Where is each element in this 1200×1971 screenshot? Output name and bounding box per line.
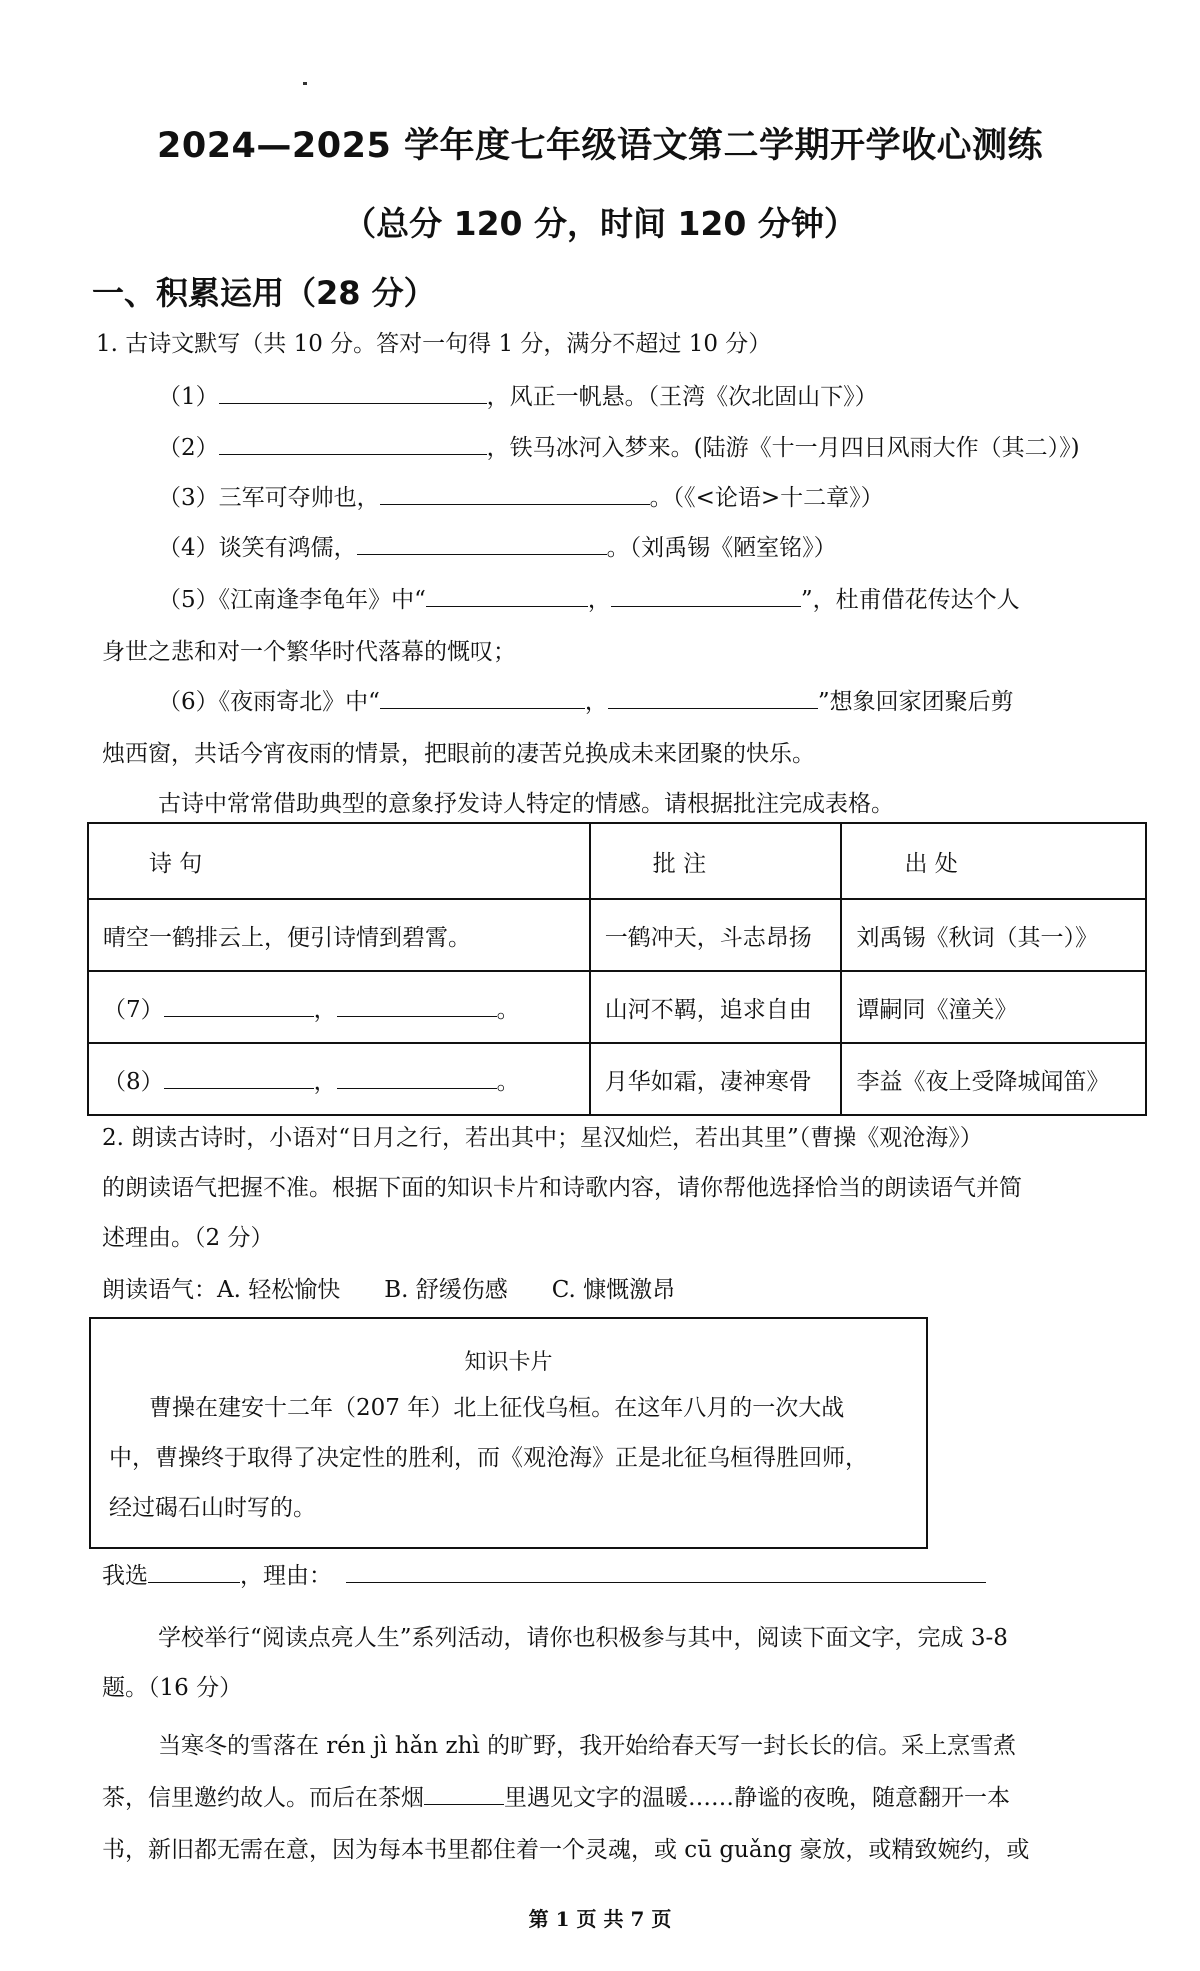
item-text: 《江南逢李龟年》中“ (218, 587, 426, 613)
card-line: 曹操在建安十二年（207 年）北上征伐乌桓。在这年八月的一次大战 (149, 1395, 845, 1421)
q1-item-5 (158, 584, 1020, 616)
table-header: 批 注 (590, 823, 842, 899)
item-text: 。 (496, 996, 520, 1023)
item-text: 。（刘禹锡《陋室铭》） (606, 535, 837, 561)
reading-intro-2: 题。（16 分） (102, 1675, 243, 1701)
item-number: （7） (103, 996, 164, 1023)
options-label: 朗读语气： (102, 1277, 217, 1303)
q2-line-1: 2. 朗读古诗时，小语对“日月之行，若出其中；星汉灿烂，若出其里”（曹操《观沧海》） (102, 1125, 983, 1151)
item-number: （8） (103, 1068, 164, 1095)
item-number: （3） (158, 485, 219, 511)
answer-blank[interactable] (337, 1066, 497, 1089)
item-text: ”，杜甫借花传达个人 (800, 587, 1020, 613)
q2-line-2: 的朗读语气把握不准。根据下面的知识卡片和诗歌内容，请你帮他选择恰当的朗读语气并简 (102, 1175, 1022, 1201)
answer-blank[interactable] (608, 686, 818, 709)
answer-label: ，理由： (240, 1563, 332, 1589)
page-number: 第 1 页 共 7 页 (528, 1907, 672, 1931)
q1-item-4 (158, 532, 837, 564)
table-header: 诗 句 (88, 823, 590, 899)
item-number: （4） (158, 535, 219, 561)
item-text: ， (587, 587, 611, 613)
table-cell: 刘禹锡《秋词（其一）》 (841, 899, 1146, 971)
option-b: B. 舒缓伤感 (384, 1277, 508, 1303)
option-a: A. 轻松愉快 (217, 1277, 341, 1303)
table-header-row (88, 823, 1146, 899)
poem-table (87, 822, 1147, 1116)
answer-blank[interactable] (164, 994, 314, 1017)
q1-item-3 (158, 482, 884, 514)
item-text: 《夜雨寄北》中“ (218, 689, 380, 715)
q2-options (102, 1274, 675, 1306)
choice-blank[interactable] (148, 1560, 240, 1583)
item-number: （2） (158, 435, 219, 461)
q1-item-2 (158, 432, 1080, 464)
card-line: 中，曹操终于取得了决定性的胜利，而《观沧海》正是北征乌桓得胜回师， (109, 1445, 868, 1471)
item-text: ”想象回家团聚后剪 (817, 689, 1014, 715)
option-c: C. 慷慨激昂 (551, 1277, 676, 1303)
item-number: （6） (158, 689, 219, 715)
item-text: ，风正一帆悬。（王湾《次北固山下》） (486, 384, 878, 410)
table-cell: 李益《夜上受降城闻笛》 (841, 1043, 1146, 1115)
answer-blank[interactable] (219, 432, 487, 455)
table-row (88, 1043, 1146, 1115)
reason-blank[interactable] (346, 1560, 986, 1583)
answer-blank[interactable] (426, 584, 588, 607)
answer-blank[interactable] (424, 1782, 504, 1805)
answer-blank[interactable] (337, 994, 497, 1017)
passage-text: 茶，信里邀约故人。而后在茶烟 (102, 1785, 424, 1811)
item-number: （5） (158, 587, 219, 613)
reading-intro-1: 学校举行“阅读点亮人生”系列活动，请你也积极参与其中，阅读下面文字，完成 3-8 (158, 1625, 1008, 1651)
scan-speck (303, 82, 307, 85)
q1-item-1 (158, 381, 878, 413)
item-text: ， (584, 689, 608, 715)
q1-item-6 (158, 686, 1014, 718)
section-heading: 一、积累运用（28 分） (92, 274, 436, 312)
item-text: ， (313, 1068, 337, 1095)
item-number: （1） (158, 384, 219, 410)
exam-subtitle: （总分 120 分，时间 120 分钟） (343, 204, 857, 243)
item-text: 三军可夺帅也， (218, 485, 380, 511)
item-text: 。（《<论语>十二章》） (649, 485, 884, 511)
table-row (88, 899, 1146, 971)
table-cell (88, 971, 590, 1043)
table-cell: 山河不羁，追求自由 (590, 971, 842, 1043)
reading-passage-line (102, 1782, 1010, 1814)
reading-passage-line: 当寒冬的雪落在 rén jì hǎn zhì 的旷野，我开始给春天写一封长长的信。采上烹雪煮 (158, 1733, 1017, 1759)
q2-answer-line (102, 1560, 986, 1592)
passage-text: 里遇见文字的温暖……静谧的夜晚，随意翻开一本 (504, 1785, 1010, 1811)
table-cell: 晴空一鹤排云上，便引诗情到碧霄。 (88, 899, 590, 971)
table-cell: 月华如霜，凄神寒骨 (590, 1043, 842, 1115)
q1-intro: 1. 古诗文默写（共 10 分。答对一句得 1 分，满分不超过 10 分） (96, 331, 772, 357)
item-text: 谈笑有鸿儒， (218, 535, 357, 561)
exam-title: 2024—2025 学年度七年级语文第二学期开学收心测练 (156, 126, 1043, 166)
item-text: 。 (496, 1068, 520, 1095)
card-title: 知识卡片 (464, 1350, 553, 1375)
answer-blank[interactable] (219, 381, 487, 404)
table-row (88, 971, 1146, 1043)
item-text: ，铁马冰河入梦来。(陆游《十一月四日风雨大作（其二）》) (486, 435, 1080, 461)
table-intro: 古诗中常常借助典型的意象抒发诗人特定的情感。请根据批注完成表格。 (158, 791, 894, 817)
table-cell: 谭嗣同《潼关》 (841, 971, 1146, 1043)
knowledge-card (89, 1317, 928, 1549)
answer-blank[interactable] (380, 686, 585, 709)
table-cell (88, 1043, 590, 1115)
q2-line-3: 述理由。（2 分） (102, 1225, 274, 1251)
answer-blank[interactable] (357, 532, 607, 555)
answer-label: 我选 (102, 1563, 148, 1589)
reading-passage-line: 书，新旧都无需在意，因为每本书里都住着一个灵魂，或 cū guǎng 豪放，或精致婉约，或 (102, 1837, 1030, 1863)
q1-item-5-cont: 身世之悲和对一个繁华时代落幕的慨叹； (102, 639, 516, 665)
answer-blank[interactable] (611, 584, 801, 607)
table-cell: 一鹤冲天，斗志昂扬 (590, 899, 842, 971)
table-header: 出 处 (841, 823, 1146, 899)
item-text: ， (313, 996, 337, 1023)
q1-item-6-cont: 烛西窗，共话今宵夜雨的情景，把眼前的凄苦兑换成未来团聚的快乐。 (102, 741, 815, 767)
answer-blank[interactable] (380, 482, 650, 505)
card-line: 经过碣石山时写的。 (109, 1495, 316, 1521)
answer-blank[interactable] (164, 1066, 314, 1089)
